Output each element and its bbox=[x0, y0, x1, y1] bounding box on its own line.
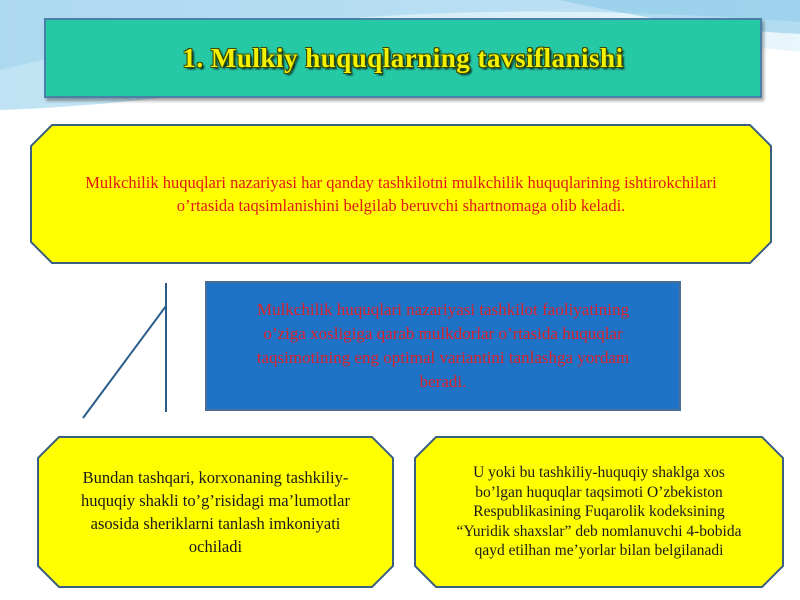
bottom-right-info-box bbox=[414, 436, 784, 588]
bottom-right-box-text: U yoki bu tashkiliy-huquqiy shaklga xos bo’lgan huquqlar taqsimoti O’zbekiston Respublikasining Fuqarolik kodeksining “Yuridik shaxslar” deb nomlanuvchi 4-bobida qayd etilhan me’yorlar bilan belgilanadi bbox=[456, 464, 742, 560]
top-box-text: Mulkchilik huquqlari nazariyasi har qanday tashkilotni mulkchilik huquqlarining ishtirokchilari o’rtasida taqsimlanishini belgilab beruvchi shartnomaga olib keladi. bbox=[85, 173, 717, 215]
title-banner bbox=[44, 18, 762, 98]
bottom-left-info-box bbox=[37, 436, 394, 588]
bottom-left-box-text: Bundan tashqari, korxonaning tashkiliy-huquqiy shakli to’g’risidagi ma’lumotlar asosida sheriklarni tanlash imkoniyati ochiladi bbox=[81, 468, 350, 556]
page-title: 1. Mulkiy huquqlarning tavsiflanishi bbox=[182, 42, 624, 73]
middle-info-box: Mulkchilik huquqlari nazariyasi tashkilot faoliyatining o’ziga xosligiga qarab mulkdorlar o’rtasida huquqlar taqsimotining eng optimal variantini tanlashga yordam beradi. bbox=[205, 281, 681, 411]
top-info-box bbox=[30, 124, 772, 264]
